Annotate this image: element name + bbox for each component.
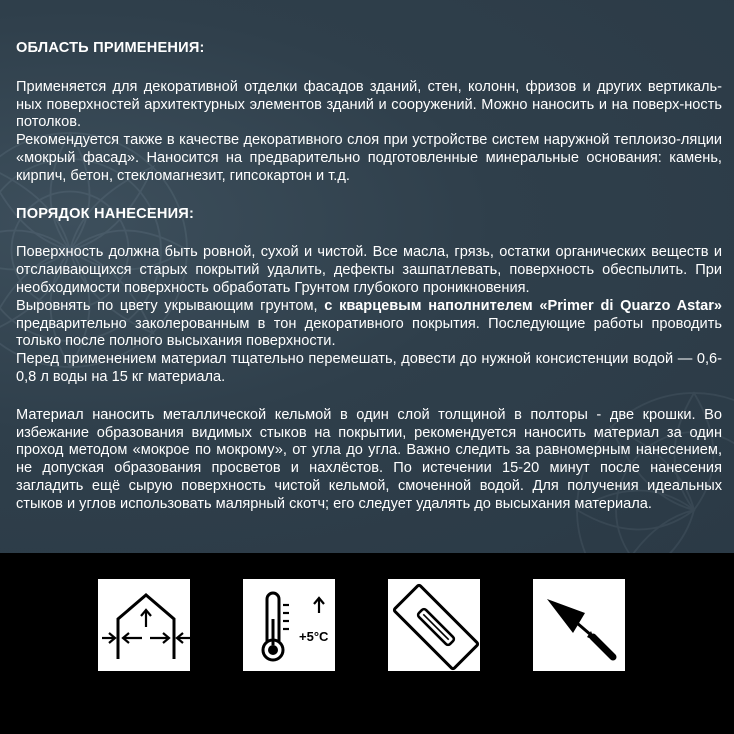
thermometer-icon [241, 577, 337, 673]
application-paragraph: Рекомендуется также в качестве декоративного слоя при устройстве систем наружной теплоизо-ляции «мокрый фасад». Наносится на предварительно подготовленные минеральные основания: камень, кирпич, бетон, стекломагнезит, гипсокартон и т.д. [16, 132, 722, 184]
primer-text-after: предварительно заколерованным в тон декоративного покрытия. Последующие работы проводить только после полного высыхания поверхности. [16, 315, 722, 350]
primer-product-name: с кварцевым наполнителем «Primer di Quarzo Astar» [324, 297, 722, 314]
procedure-heading: ПОРЯДОК НАНЕСЕНИЯ: [16, 205, 195, 222]
temperature-label: +5°C [299, 629, 329, 644]
pointing-trowel-icon [531, 577, 627, 673]
instructions-text [16, 40, 722, 514]
application-heading: ОБЛАСТЬ ПРИМЕНЕНИЯ: [16, 40, 205, 56]
application-paragraph: Применяется для декоративной отделки фасадов зданий, стен, колонн, фризов и других вертикаль-ных поверхностей архитектурных элементов зданий и сооружений. Можно наносить и на поверх-ность потолков. [16, 78, 722, 131]
procedure-paragraph: Поверхность должна быть ровной, сухой и чистой. Все масла, грязь, остатки органических веществ и отслаивающихся старых покрытий удалить, дефекты зашпатлевать, поверхность обеспылить. При необходимости поверхность обработать Грунтом глубокого проникновения. [16, 244, 722, 296]
procedure-paragraph-primer [16, 298, 722, 351]
float-trowel-icon [386, 577, 482, 673]
facade-house-icon [96, 577, 192, 673]
procedure-paragraph: Материал наносить металлической кельмой в один слой толщиной в полторы - две крошки. Во избежание образования видимых стыков на покрытии, рекомендуется наносить материал за один проход методом «мокрое по мокрому», от угла до угла. Важно следить за равномерным нанесением, не допуская образования просветов и нахлёстов. По истечении 15-20 минут после нанесения загладить ещё сырую поверхность чистой кельмой, смоченной водой. Для получения идеальных стыков и углов использовать малярный скотч; его следует удалять до высыхания материала. [16, 406, 722, 512]
primer-text: Выровнять по цвету укрывающим грунтом, [16, 297, 325, 314]
procedure-paragraph: Перед применением материал тщательно перемешать, довести до нужной консистенции водой — 0,6-0,8 л воды на 15 кг материала. [16, 351, 722, 385]
